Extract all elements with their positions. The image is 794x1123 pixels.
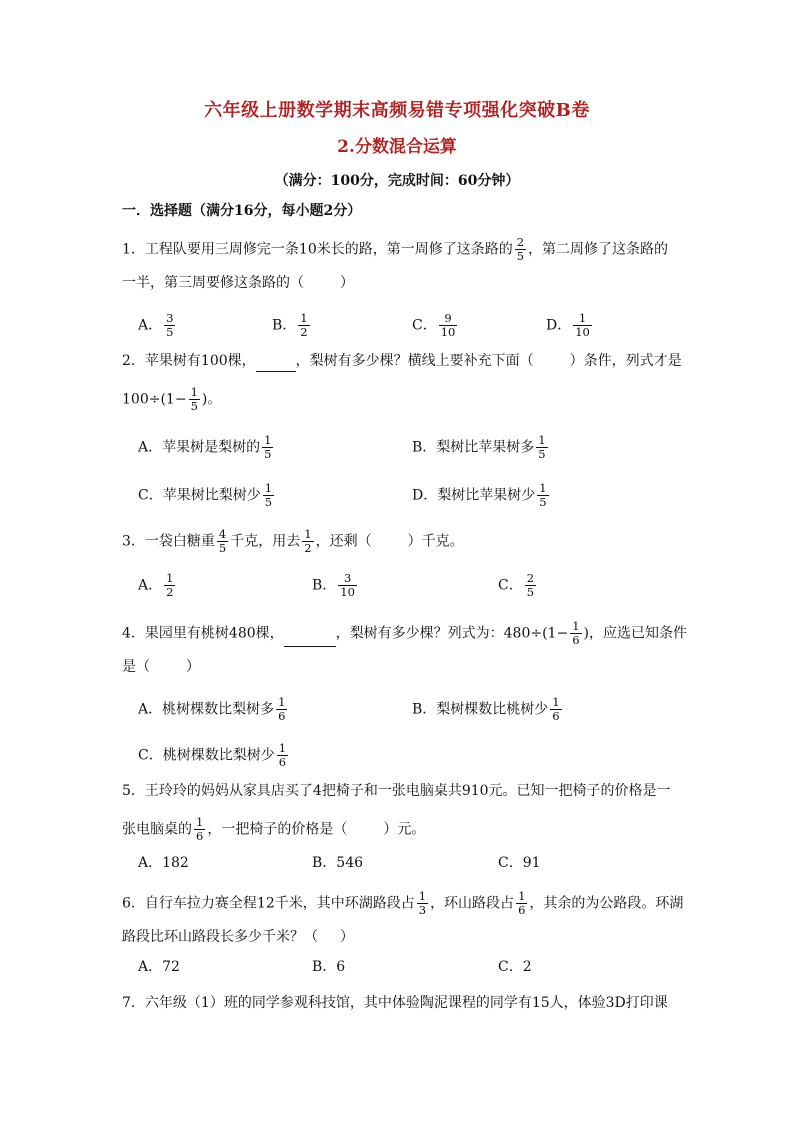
- q3-option-c[interactable]: C． $\frac{2}{5}$: [498, 571, 535, 599]
- q3-option-b[interactable]: B． $\frac{3}{10}$: [312, 571, 355, 599]
- section-heading: 一．选择题（满分16分，每小题2分）: [122, 203, 362, 219]
- fraction: $\frac{2}{5}$: [516, 235, 525, 263]
- q1-option-c[interactable]: C． $\frac{9}{10}$: [412, 311, 456, 339]
- question-1-line-2: 一半，第三周要修这条路的（ ）: [122, 275, 354, 291]
- answer-blank[interactable]: [284, 630, 336, 647]
- q1-option-b[interactable]: B． $\frac{1}{2}$: [272, 311, 308, 339]
- question-2-line-2: 100÷(1− $\frac{1}{5}$ )。: [122, 385, 222, 413]
- q4-option-c[interactable]: C．桃树棵数比梨树少 $\frac{1}{6}$: [138, 741, 287, 769]
- q1-option-a[interactable]: A． $\frac{3}{5}$: [138, 311, 174, 339]
- question-6-line-1: 6．自行车拉力赛全程12千米，其中环湖路段占 $\frac{1}{3}$ ，环山路段占 $\frac{1}{6}$ ，其余的为公路段。环湖: [122, 889, 684, 917]
- q2-option-c[interactable]: C．苹果树比梨树少 $\frac{1}{5}$: [138, 481, 273, 509]
- q3-option-a[interactable]: A． $\frac{1}{2}$: [138, 571, 174, 599]
- q6-option-c[interactable]: C．2: [498, 959, 532, 975]
- answer-blank[interactable]: [256, 355, 296, 372]
- question-6-line-2: 路段比环山路段长多少千米？（ ）: [122, 929, 354, 945]
- question-4-line-2: 是（ ）: [122, 659, 200, 675]
- q6-option-a[interactable]: A．72: [138, 959, 180, 975]
- q5-option-b[interactable]: B．546: [312, 855, 364, 871]
- q1-option-d[interactable]: D． $\frac{1}{10}$: [546, 311, 590, 339]
- q2-option-a[interactable]: A．苹果树是梨树的 $\frac{1}{5}$: [138, 433, 272, 461]
- question-3: 3．一袋白糖重 $\frac{4}{5}$ 千克，用去 $\frac{1}{2}$ ，还剩（ ）千克。: [122, 527, 464, 555]
- page-title: 六年级上册数学期末高频易错专项强化突破B卷: [204, 100, 590, 121]
- question-7-line-1: 7．六年级（1）班的同学参观科技馆，其中体验陶泥课程的同学有15人，体验3D打印课: [122, 995, 668, 1011]
- q2-option-d[interactable]: D．梨树比苹果树少 $\frac{1}{5}$: [412, 481, 547, 509]
- question-4-line-1: 4．果园里有桃树480棵， ，梨树有多少棵？列式为：480÷(1− $\frac{1}{6}$ )，应选已知条件: [122, 619, 687, 647]
- page-subtitle: 2.分数混合运算: [337, 137, 457, 157]
- q4-option-b[interactable]: B．梨树棵数比桃树少 $\frac{1}{6}$: [412, 695, 560, 723]
- exam-info: （满分：100分，完成时间：60分钟）: [274, 173, 520, 189]
- q4-option-a[interactable]: A．桃树棵数比梨树多 $\frac{1}{6}$: [138, 695, 286, 723]
- q2-option-b[interactable]: B．梨树比苹果树多 $\frac{1}{5}$: [412, 433, 546, 461]
- question-5-line-2: 张电脑桌的 $\frac{1}{6}$ ，一把椅子的价格是（ ）元。: [122, 815, 426, 843]
- question-2-line-1: 2．苹果树有100棵， ，梨树有多少棵？横线上要补充下面（ ）条件，列式才是: [122, 350, 682, 372]
- question-5-line-1: 5．王玲玲的妈妈从家具店买了4把椅子和一张电脑桌共910元。已知一把椅子的价格是一: [122, 783, 671, 799]
- q5-option-c[interactable]: C．91: [498, 855, 541, 871]
- question-1-line-1: 1．工程队要用三周修完一条10米长的路，第一周修了这条路的 $\frac{2}{5}$ ，第二周修了这条路的: [122, 235, 669, 263]
- q6-option-b[interactable]: B．6: [312, 959, 346, 975]
- q5-option-a[interactable]: A．182: [138, 855, 189, 871]
